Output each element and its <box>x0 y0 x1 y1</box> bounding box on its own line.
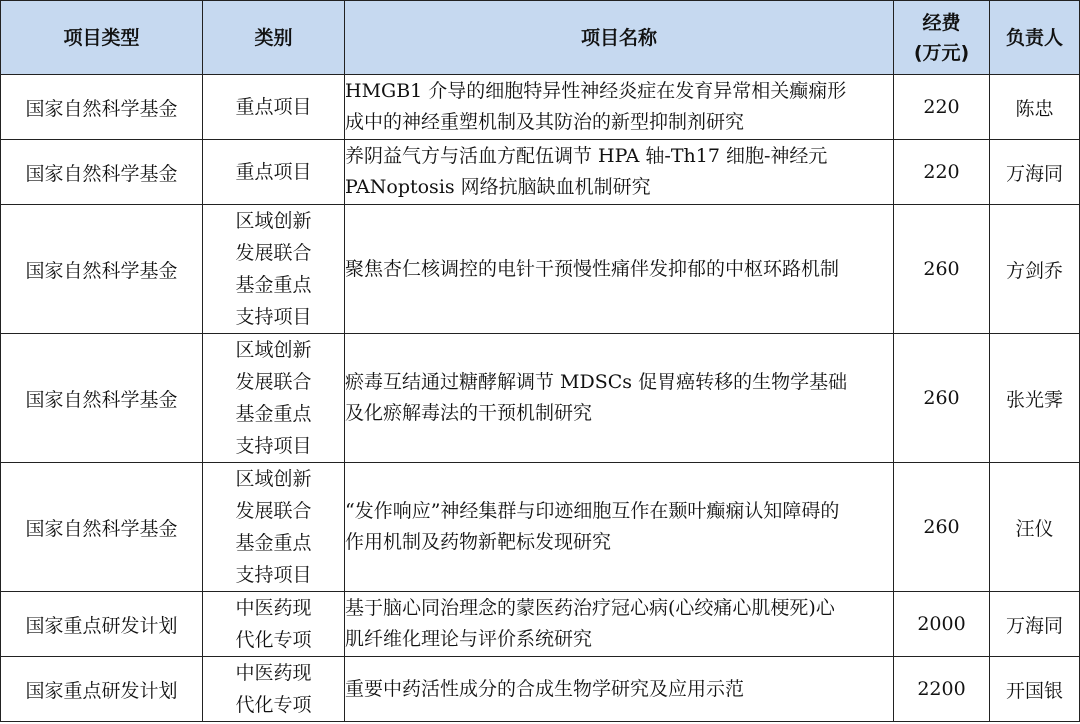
cell-type: 国家自然科学基金 <box>1 75 203 140</box>
cell-fund: 2200 <box>894 657 990 722</box>
cell-fund: 260 <box>894 463 990 592</box>
category-line: 支持项目 <box>235 435 312 457</box>
cell-leader: 开国银 <box>990 657 1080 722</box>
cell-category <box>203 205 345 334</box>
name-line: “发作响应”神经集群与印迹细胞互作在颞叶癫痫认知障碍的 <box>345 500 840 522</box>
table-row <box>1 75 1080 140</box>
category-line: 区域创新 <box>235 210 312 232</box>
name-line: PANoptosis 网络抗脑缺血机制研究 <box>345 176 651 198</box>
cell-fund: 220 <box>894 140 990 205</box>
table-row <box>1 463 1080 592</box>
header-name: 项目名称 <box>345 1 894 75</box>
category-line: 支持项目 <box>235 564 312 586</box>
header-category: 类别 <box>203 1 345 75</box>
name-line: 肌纤维化理论与评价系统研究 <box>345 628 593 650</box>
header-type: 项目类型 <box>1 1 203 75</box>
category-line: 基金重点 <box>235 403 312 425</box>
cell-type: 国家重点研发计划 <box>1 657 203 722</box>
header-fund-line2: (万元) <box>913 41 970 64</box>
cell-name <box>345 75 894 140</box>
name-line: 成中的神经重塑机制及其防治的新型抑制剂研究 <box>345 111 745 133</box>
category-line: 发展联合 <box>235 500 312 522</box>
cell-leader: 方剑乔 <box>990 205 1080 334</box>
cell-type: 国家自然科学基金 <box>1 463 203 592</box>
cell-fund: 260 <box>894 334 990 463</box>
cell-category <box>203 75 345 140</box>
category-line: 区域创新 <box>235 468 312 490</box>
category-line: 基金重点 <box>235 274 312 296</box>
table-row <box>1 592 1080 657</box>
cell-fund: 2000 <box>894 592 990 657</box>
name-line: 作用机制及药物新靶标发现研究 <box>345 531 612 553</box>
header-row <box>1 1 1080 75</box>
name-line: HMGB1 介导的细胞特异性神经炎症在发育异常相关癫痫形 <box>345 80 847 102</box>
cell-type: 国家重点研发计划 <box>1 592 203 657</box>
cell-name <box>345 205 894 334</box>
category-line: 代化专项 <box>235 629 312 651</box>
cell-leader: 张光霁 <box>990 334 1080 463</box>
category-line: 中医药现 <box>235 662 312 684</box>
cell-leader: 汪仪 <box>990 463 1080 592</box>
cell-type: 国家自然科学基金 <box>1 334 203 463</box>
cell-type: 国家自然科学基金 <box>1 140 203 205</box>
name-line: 聚焦杏仁核调控的电针干预慢性痛伴发抑郁的中枢环路机制 <box>345 257 840 280</box>
cell-name <box>345 140 894 205</box>
category-line: 支持项目 <box>235 306 312 328</box>
category-line: 重点项目 <box>235 161 312 183</box>
category-line: 发展联合 <box>235 371 312 393</box>
category-line: 基金重点 <box>235 532 312 554</box>
cell-leader: 万海同 <box>990 140 1080 205</box>
cell-category <box>203 140 345 205</box>
cell-leader: 陈忠 <box>990 75 1080 140</box>
cell-type: 国家自然科学基金 <box>1 205 203 334</box>
header-fund-line1: 经费 <box>922 11 961 34</box>
cell-fund: 260 <box>894 205 990 334</box>
header-fund <box>894 1 990 75</box>
name-line: 及化瘀解毒法的干预机制研究 <box>345 402 593 424</box>
category-line: 重点项目 <box>235 96 312 118</box>
category-line: 发展联合 <box>235 242 312 264</box>
cell-category <box>203 463 345 592</box>
category-line: 中医药现 <box>235 597 312 619</box>
cell-category <box>203 592 345 657</box>
table-row <box>1 140 1080 205</box>
cell-name <box>345 463 894 592</box>
name-line: 养阴益气方与活血方配伍调节 HPA 轴-Th17 细胞-神经元 <box>345 145 828 167</box>
table-row <box>1 205 1080 334</box>
cell-leader: 万海同 <box>990 592 1080 657</box>
cell-name <box>345 657 894 722</box>
category-line: 代化专项 <box>235 694 312 716</box>
name-line: 基于脑心同治理念的蒙医药治疗冠心病(心绞痛心肌梗死)心 <box>345 597 835 619</box>
cell-name <box>345 334 894 463</box>
cell-name <box>345 592 894 657</box>
cell-fund: 220 <box>894 75 990 140</box>
cell-category <box>203 657 345 722</box>
table-row <box>1 334 1080 463</box>
category-line: 区域创新 <box>235 339 312 361</box>
table-row <box>1 657 1080 722</box>
name-line: 瘀毒互结通过糖酵解调节 MDSCs 促胃癌转移的生物学基础 <box>345 371 848 393</box>
header-leader: 负责人 <box>990 1 1080 75</box>
cell-category <box>203 334 345 463</box>
name-line: 重要中药活性成分的合成生物学研究及应用示范 <box>345 677 745 700</box>
